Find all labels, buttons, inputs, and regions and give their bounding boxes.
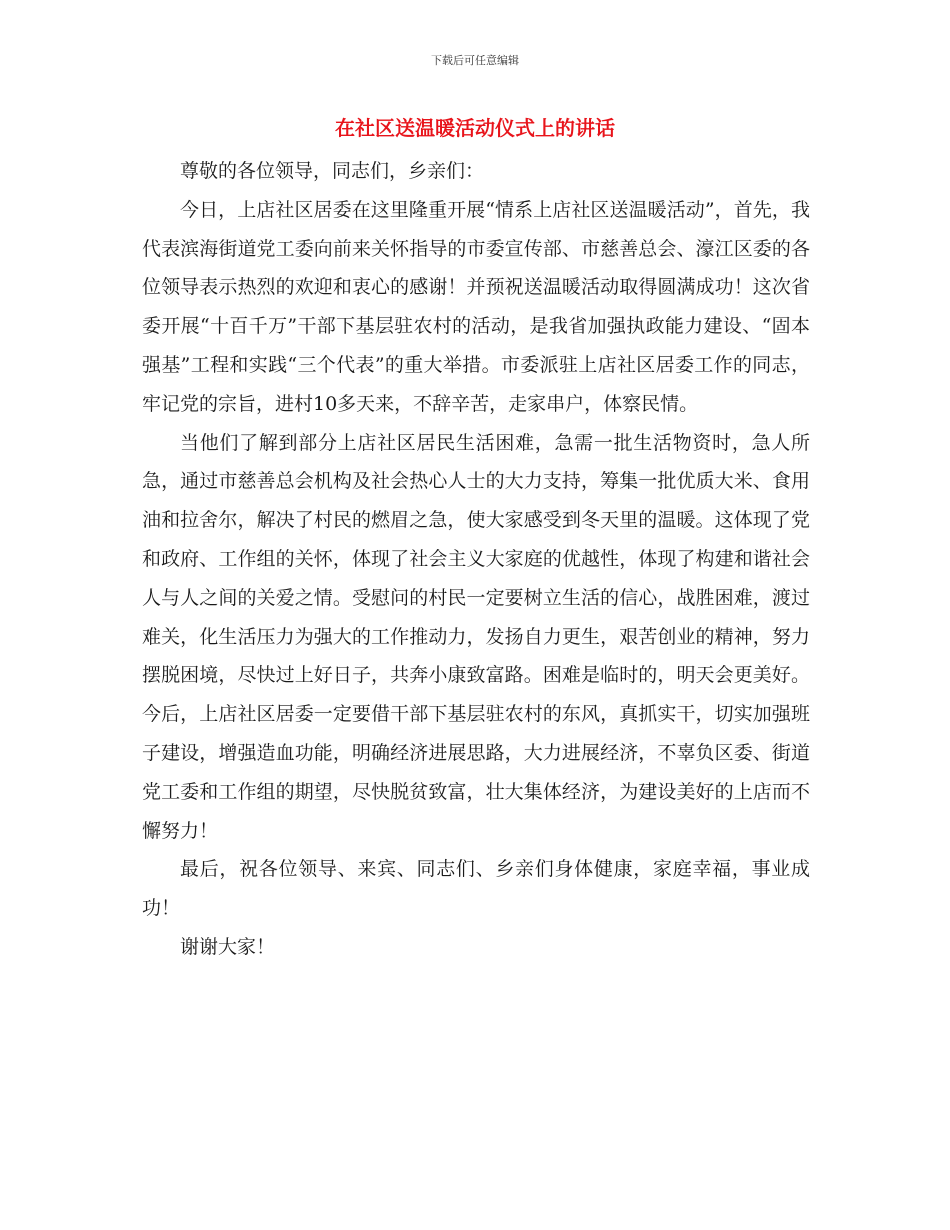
opening-paragraph: 今日，上店社区居委在这里隆重开展“情系上店社区送温暖活动”，首先，我代表滨海街道党工委向前来关怀指导的市委宣传部、市慈善总会、濠江区委的各位领导表示热烈的欢迎和衷心的感谢！并预祝送温暖活动取得圆满成功！这次省委开展“十百千万”干部下基层驻农村的活动，是我省加强执政能力建设、“固本强基”工程和实践“三个代表”的重大举措。市委派驻上店社区居委工作的同志，牢记党的宗旨，进村10多天来，不辞辛苦，走家串户，体察民情。 <box>142 198 810 415</box>
thanks-paragraph: 谢谢大家！ <box>180 935 276 958</box>
closing-wishes-paragraph: 最后，祝各位领导、来宾、同志们、乡亲们身体健康，家庭幸福，事业成功！ <box>142 858 810 920</box>
speech-body <box>142 152 810 967</box>
main-paragraph: 当他们了解到部分上店社区居民生活困难，急需一批生活物资时，急人所急，通过市慈善总会机构及社会热心人士的大力支持，筹集一批优质大米、食用油和拉舍尔，解决了村民的燃眉之急，使大家感受到冬天里的温暖。这体现了党和政府、工作组的关怀，体现了社会主义大家庭的优越性，体现了构建和谐社会人与人之间的关爱之情。受慰问的村民一定要树立生活的信心，战胜困难，渡过难关，化生活压力为强大的工作推动力，发扬自力更生，艰苦创业的精神，努力摆脱困境，尽快过上好日子，共奔小康致富路。困难是临时的，明天会更美好。今后，上店社区居委一定要借干部下基层驻农村的东风，真抓实干，切实加强班子建设，增强造血功能，明确经济进展思路，大力进展经济，不辜负区委、街道党工委和工作组的期望，尽快脱贫致富，壮大集体经济，为建设美好的上店而不懈努力！ <box>142 431 810 842</box>
salutation-paragraph: 尊敬的各位领导，同志们，乡亲们： <box>180 160 485 182</box>
speech-title: 在社区送温暖活动仪式上的讲话 <box>335 116 615 140</box>
header-note: 下载后可任意编辑 <box>431 54 519 67</box>
